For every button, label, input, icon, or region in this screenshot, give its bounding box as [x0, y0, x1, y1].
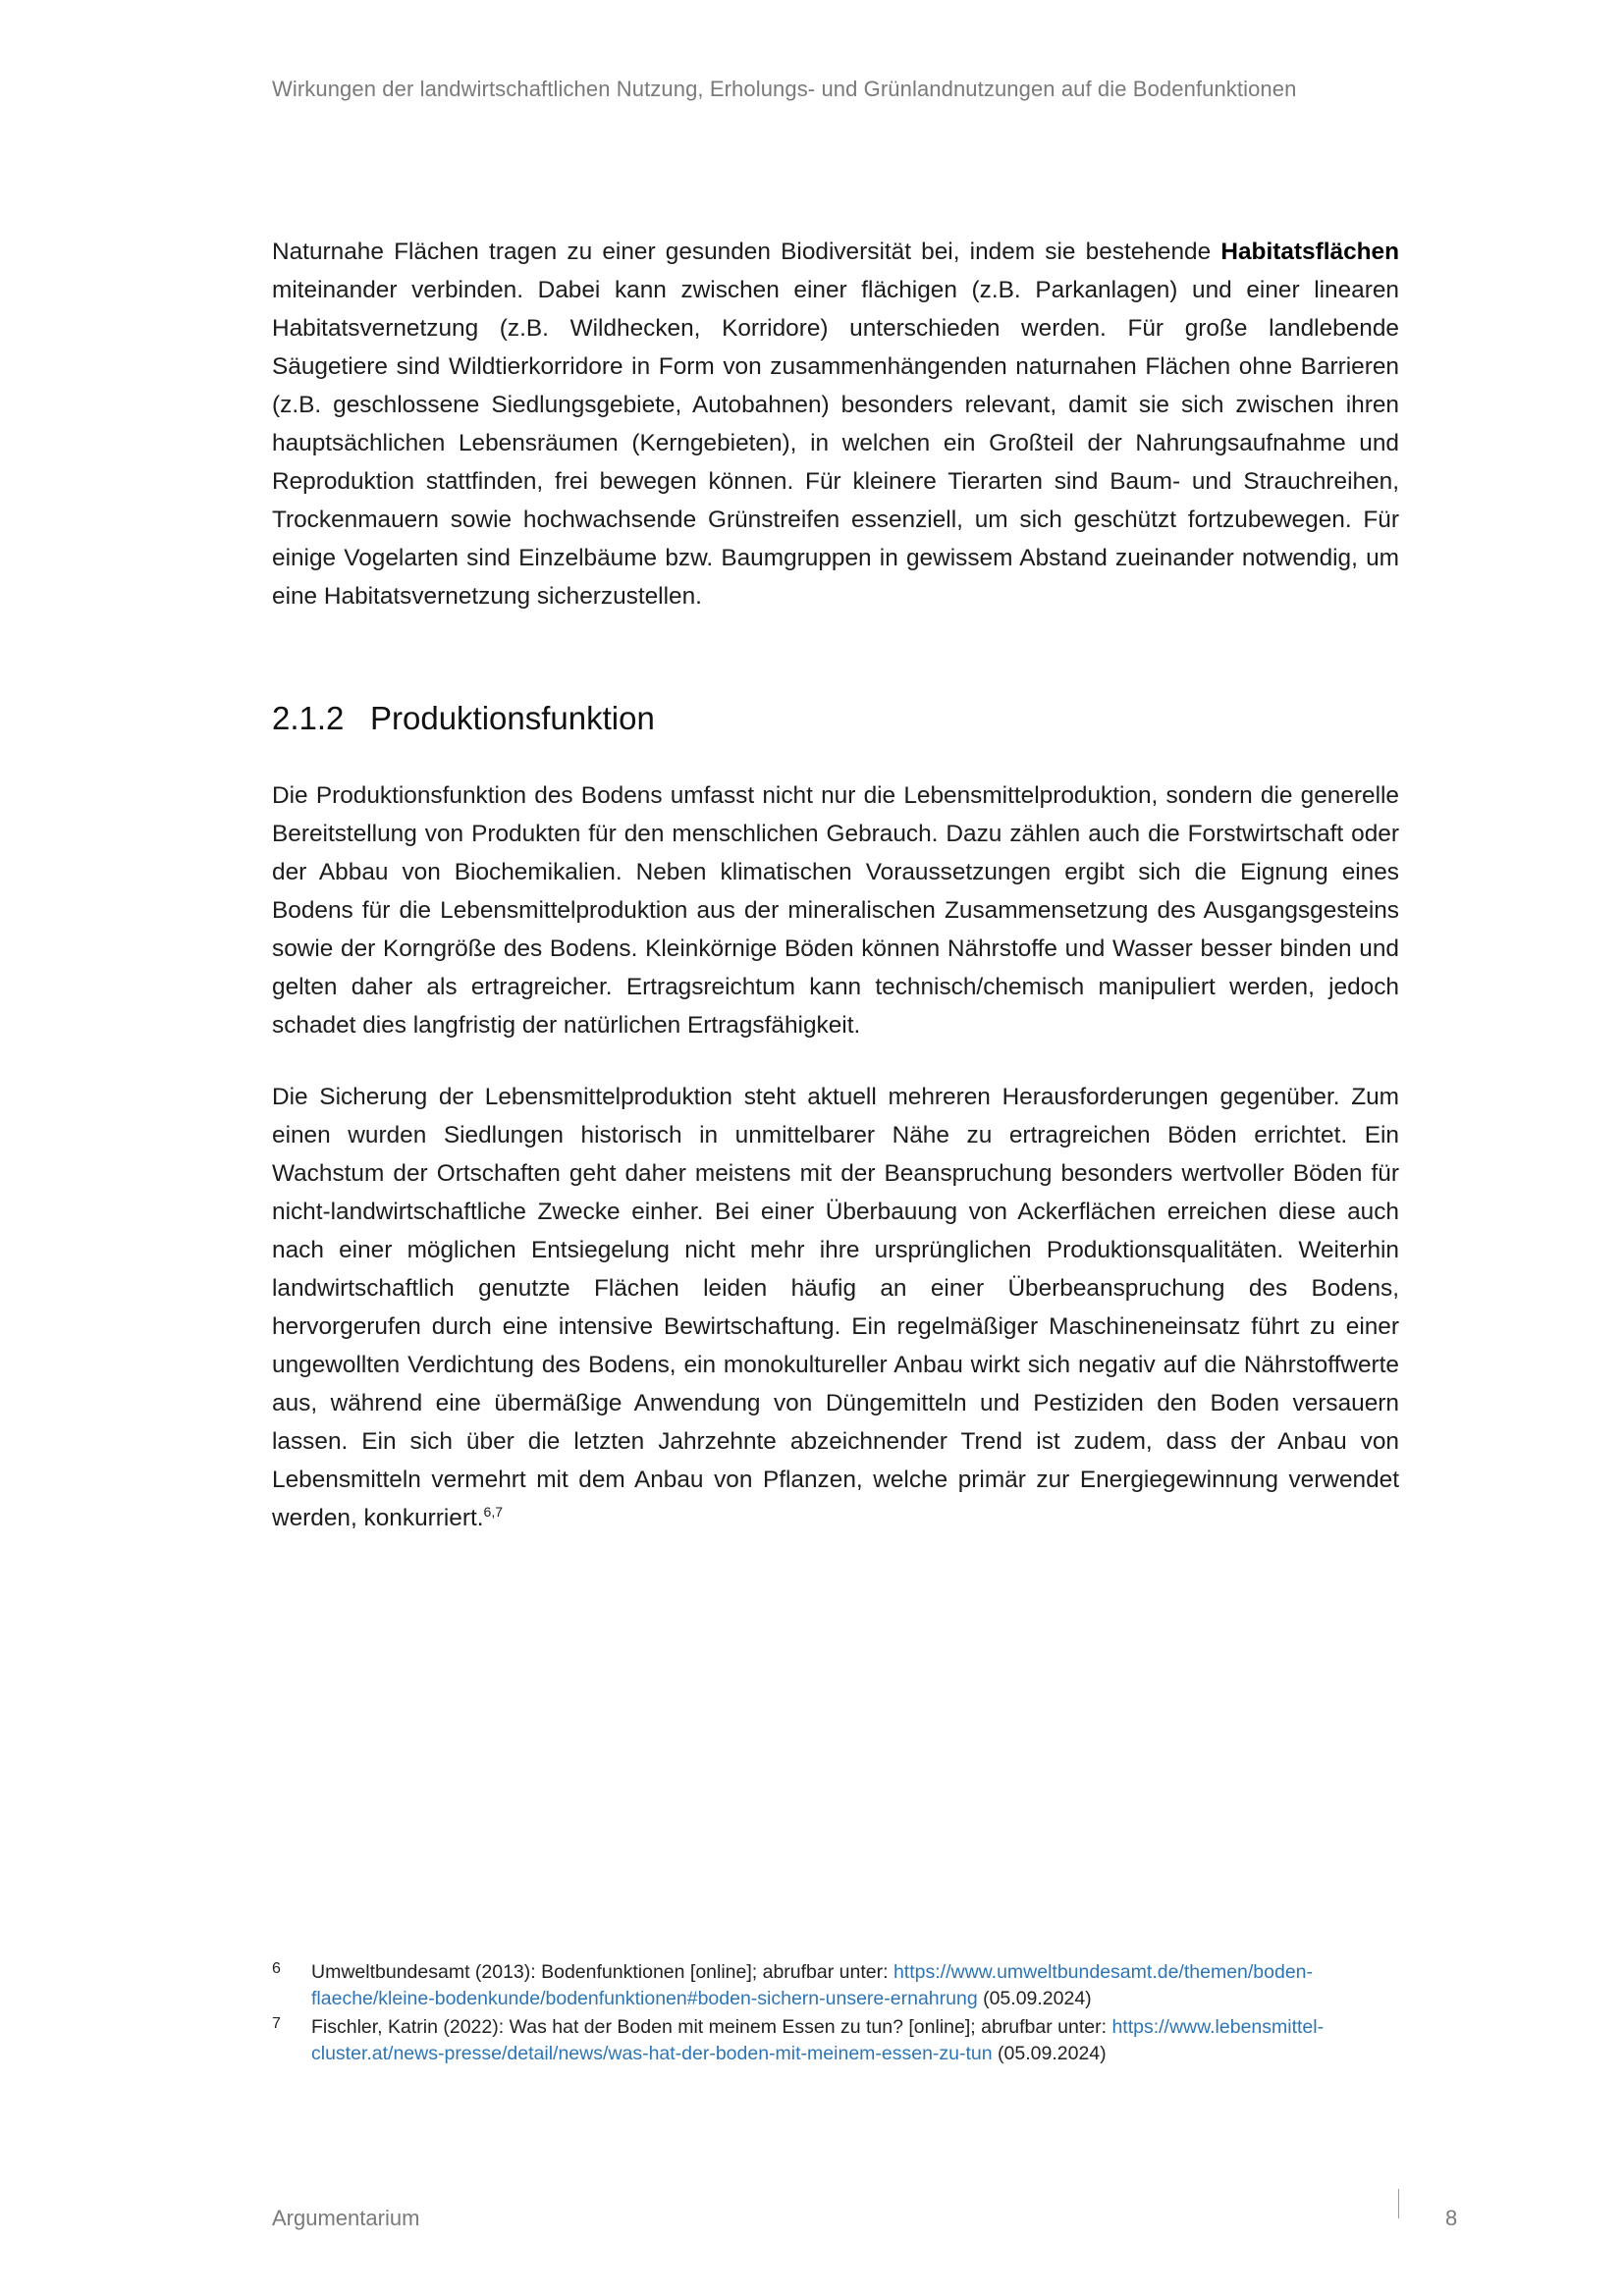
footnotes-area — [272, 1959, 1399, 2067]
footnote-link[interactable]: https://www.lebensmittel-cluster.at/news-presse/detail/news/was-hat-der-boden-mit-meinem-essen-zu-tun — [311, 2016, 1325, 2064]
footnote-text: Fischler, Katrin (2022): Was hat der Boden mit meinem Essen zu tun? [online]; abrufbar unter: — [311, 2016, 1112, 2038]
habitat-bold-term: Habitatsflächen — [1220, 239, 1399, 265]
section-title: Produktionsfunktion — [370, 700, 655, 736]
section-heading — [272, 700, 655, 737]
habitat-paragraph-rest: miteinander verbinden. Dabei kann zwischen einer flächigen (z.B. Parkanlagen) und einer linearen Habitatsvernetzung (z.B. Wildhecken, Korridore) unterschieden werden. Für große landlebende Säugetiere sind Wildtierkorridore in Form von zusammenhängenden naturnahen Flächen ohne Barrieren (z.B. geschlossene Siedlungsgebiete, Autobahnen) besonders relevant, damit sie sich zwischen ihren hauptsächlichen Lebensräumen (Kerngebieten), in welchen ein Großteil der Nahrungsaufnahme und Reproduktion stattfinden, frei bewegen können. Für kleinere Tierarten sind Baum- und Strauchreihen, Trockenmauern sowie hochwachsende Grünstreifen essenziell, um sich geschützt fortzubewegen. Für einige Vogelarten sind Einzelbäume bzw. Baumgruppen in gewissem Abstand zueinander notwendig, um eine Habitatsvernetzung sicherzustellen. — [272, 277, 1399, 610]
footnote-number: 7 — [272, 2015, 281, 2032]
footnote-text: Umweltbundesamt (2013): Bodenfunktionen [online]; abrufbar unter: — [311, 1961, 893, 1983]
intro-text-block — [272, 233, 1399, 615]
running-header: Wirkungen der landwirtschaftlichen Nutzung, Erholungs- und Grünlandnutzungen auf die Bodenfunktionen — [272, 77, 1297, 101]
footnote-6 — [272, 1959, 1399, 2012]
footnote-7 — [272, 2014, 1399, 2067]
page-number: 8 — [1445, 2206, 1458, 2230]
footnote-number: 6 — [272, 1960, 281, 1977]
section-number: 2.1.2 — [272, 700, 345, 736]
habitat-paragraph — [272, 233, 1399, 615]
production-paragraph-1: Die Produktionsfunktion des Bodens umfasst nicht nur die Lebensmittelproduktion, sondern die generelle Bereitstellung von Produkten für den menschlichen Gebrauch. Dazu zählen auch die Forstwirtschaft oder der Abbau von Biochemikalien. Neben klimatischen Voraussetzungen ergibt sich die Eignung eines Bodens für die Lebensmittelproduktion aus der mineralischen Zusammensetzung des Ausgangsgesteins sowie der Korngröße des Bodens. Kleinkörnige Böden können Nährstoffe und Wasser besser binden und gelten daher als ertragreicher. Ertragsreichtum kann technisch/chemisch manipuliert werden, jedoch schadet dies langfristig der natürlichen Ertragsfähigkeit. — [272, 782, 1399, 1039]
footnote-link[interactable]: https://www.umweltbundesamt.de/themen/boden-flaeche/kleine-bodenkunde/bodenfunktionen#boden-sichern-unsere-ernahrung — [311, 1961, 1314, 2009]
production-paragraph-2 — [272, 1078, 1399, 1537]
habitat-paragraph-lead: Naturnahe Flächen tragen zu einer gesunden Biodiversität bei, indem sie bestehende — [272, 239, 1221, 265]
section-text-block — [272, 776, 1399, 1537]
footnote-date: (05.09.2024) — [992, 2043, 1107, 2064]
footer-divider — [1398, 2189, 1399, 2218]
footnote-date: (05.09.2024) — [977, 1988, 1092, 2009]
footnote-reference[interactable]: 6,7 — [483, 1503, 504, 1520]
production-paragraph-2-text: Die Sicherung der Lebensmittelproduktion steht aktuell mehreren Herausforderungen gegenüber. Zum einen wurden Siedlungen historisch in unmittelbarer Nähe zu ertragreichen Böden errichtet. Ein Wachstum der Ortschaften geht daher meistens mit der Beanspruchung besonders wertvoller Böden für nicht-landwirtschaftliche Zwecke einher. Bei einer Überbauung von Ackerflächen erreichen diese auch nach einer möglichen Entsiegelung nicht mehr ihre ursprünglichen Produktionsqualitäten. Weiterhin landwirtschaftlich genutzte Flächen leiden häufig an einer Überbeanspruchung des Bodens, hervorgerufen durch eine intensive Bewirtschaftung. Ein regelmäßiger Maschineneinsatz führt zu einer ungewollten Verdichtung des Bodens, ein monokultureller Anbau wirkt sich negativ auf die Nährstoffwerte aus, während eine übermäßige Anwendung von Düngemitteln und Pestiziden den Boden versauern lassen. Ein sich über die letzten Jahrzehnte abzeichnender Trend ist zudem, dass der Anbau von Lebensmitteln vermehrt mit dem Anbau von Pflanzen, welche primär zur Energiegewinnung verwendet werden, konkurriert. — [272, 1084, 1399, 1531]
running-footer: Argumentarium — [272, 2206, 420, 2230]
